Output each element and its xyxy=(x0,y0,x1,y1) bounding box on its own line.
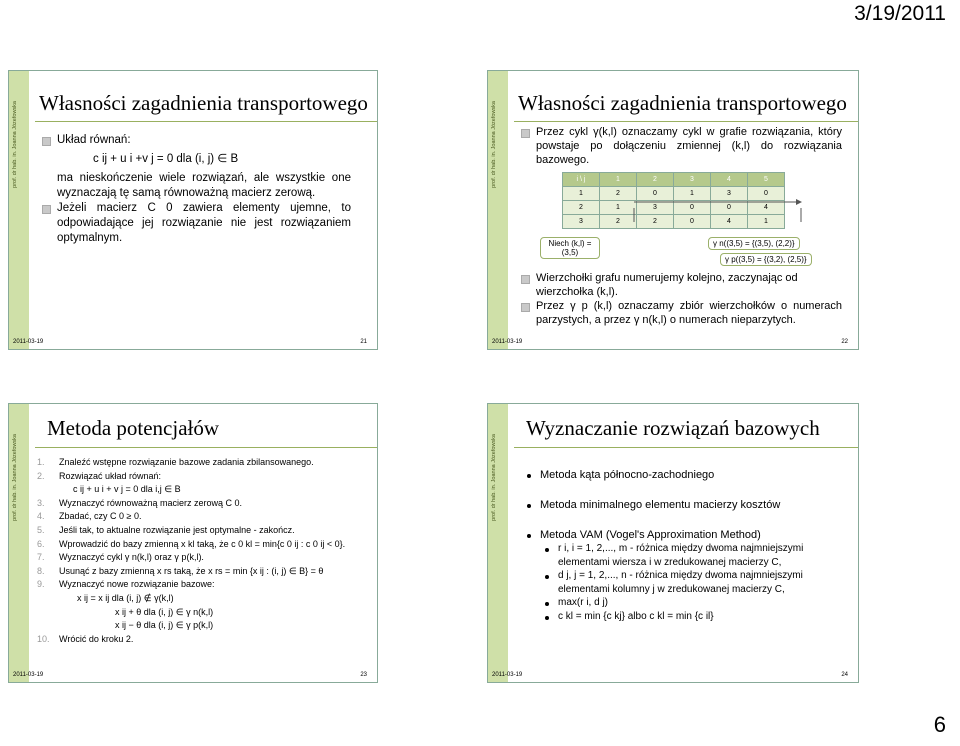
slide-23 xyxy=(8,403,378,683)
step-item xyxy=(37,565,367,579)
slide-title: Metoda potencjałów xyxy=(47,416,220,440)
slide-number: 22 xyxy=(841,339,848,345)
sidebar-author: prof. dr hab. in. Joanna Józefowska xyxy=(12,434,18,521)
step-number: 2. xyxy=(37,470,45,481)
slide-date: 2011-03-19 xyxy=(13,339,44,345)
bullet-item: Przez cykl γ(k,l) oznaczamy cykl w grafie rozwiązania, który powstaje po dołączeniu zmiennej (k,l) do rozwiązania bazowego. xyxy=(520,125,842,167)
sidebar-author: prof. dr hab. in. Joanna Józefowska xyxy=(491,101,497,188)
step-item xyxy=(37,470,367,484)
vam-subitems xyxy=(526,542,842,623)
bullet-item: Układ równań: xyxy=(41,133,351,148)
step-text: Usunąć z bazy zmienną x rs taką, że x rs = min {x ij : (i, j) ∈ B} = θ xyxy=(59,565,324,576)
table-cell: 1 xyxy=(748,215,785,229)
table-cell: 4 xyxy=(748,201,785,215)
step-number xyxy=(37,619,115,633)
table-cell: 2 xyxy=(637,215,674,229)
title-rule xyxy=(35,447,377,448)
table-cell: 2 xyxy=(600,215,637,229)
step-item xyxy=(37,483,367,497)
vam-subitem: r i, i = 1, 2,..., m - różnica między dwoma najmniejszymi elementami wiersza i w zredukowanej macierzy C, xyxy=(544,542,842,569)
title-rule xyxy=(514,447,858,448)
step-number: 1. xyxy=(37,457,45,467)
table-cell: 2 xyxy=(600,187,637,201)
table-cell: 0 xyxy=(637,187,674,201)
step-number: 10. xyxy=(37,633,50,644)
slide-sidebar xyxy=(9,404,29,682)
table-header-cell: 5 xyxy=(748,173,785,187)
bullet-item: Przez γ p (k,l) oznaczamy zbiór wierzchołków o numerach parzystych, a przez γ n(k,l) o numerach nieparzytych. xyxy=(520,299,842,327)
step-text: Rozwiązać układ równań: xyxy=(59,470,162,481)
document-page-number: 6 xyxy=(933,712,946,737)
sidebar-author: prof. dr hab. in. Joanna Józefowska xyxy=(491,434,497,521)
step-number xyxy=(37,483,73,497)
paragraph: ma nieskończenie wiele rozwiązań, ale wszystkie one wyznaczają tę samą równoważną macierz zerową. xyxy=(57,172,351,199)
table-cell: 3 xyxy=(711,187,748,201)
slide-date: 2011-03-19 xyxy=(13,672,44,678)
step-item xyxy=(37,510,367,524)
step-number: 4. xyxy=(37,511,45,522)
slide-date: 2011-03-19 xyxy=(492,672,523,678)
slide-number: 24 xyxy=(841,672,848,678)
table-cell: 1 xyxy=(674,187,711,201)
step-text: x ij + θ dla (i, j) ∈ γ n(k,l) xyxy=(115,606,214,617)
step-text: Wyznaczyć cykl γ n(k,l) oraz γ p(k,l). xyxy=(59,552,204,563)
slide-21 xyxy=(8,70,378,350)
slide-22 xyxy=(487,70,859,350)
step-item xyxy=(37,538,367,552)
step-item xyxy=(37,633,367,647)
step-number xyxy=(37,592,77,606)
table-header-cell: 1 xyxy=(600,173,637,187)
bullet-item: Jeżeli macierz C 0 zawiera elementy ujemne, to odpowiadające jej rozwiązanie nie jest rozwiązaniem optymalnym. xyxy=(41,201,351,246)
slide-title: Własności zagadnienia transportowego xyxy=(518,91,847,115)
niech-callout: Niech (k,l) = (3,5) xyxy=(540,237,600,259)
slide-body-points xyxy=(520,271,842,327)
step-number: 9. xyxy=(37,579,45,590)
step-number: 3. xyxy=(37,497,45,508)
step-text: Wyznaczyć równoważną macierz zerową C 0. xyxy=(59,497,242,508)
method-item: Metoda minimalnego elementu macierzy kosztów xyxy=(526,498,842,512)
slide-body xyxy=(41,133,351,246)
vam-subitem: max(r i, d j) xyxy=(544,596,842,610)
table-cell: 0 xyxy=(674,215,711,229)
slide-sidebar xyxy=(488,404,508,682)
step-text: x ij − θ dla (i, j) ∈ γ p(k,l) xyxy=(115,620,214,631)
step-number: 5. xyxy=(37,524,45,535)
title-rule xyxy=(35,121,377,122)
methods-list xyxy=(526,468,842,623)
method-item: Metoda VAM (Vogel's Approximation Method) xyxy=(526,528,842,542)
table-cell: 3 xyxy=(637,201,674,215)
step-item xyxy=(37,524,367,538)
step-item xyxy=(37,606,367,620)
slide-24 xyxy=(487,403,859,683)
gamma-p-callout: γ p((3,5) = {(3,2), (2,5)} xyxy=(720,253,812,266)
slide-title: Własności zagadnienia transportowego xyxy=(39,91,368,115)
vam-subitem: c kl = min {c kj} albo c kl = min {c il} xyxy=(544,610,842,624)
table-cell: 2 xyxy=(563,201,600,215)
step-text: Zbadać, czy C 0 ≥ 0. xyxy=(59,511,142,522)
document-date: 3/19/2011 xyxy=(854,2,946,25)
table-cell: 3 xyxy=(563,215,600,229)
slide-number: 21 xyxy=(360,339,367,345)
table-cell: 0 xyxy=(711,201,748,215)
step-item xyxy=(37,592,367,606)
step-item xyxy=(37,578,367,592)
table-header-cell: 3 xyxy=(674,173,711,187)
slide-number: 23 xyxy=(360,672,367,678)
step-item xyxy=(37,456,367,470)
table-cell: 1 xyxy=(600,201,637,215)
bullet-item: Wierzchołki grafu numerujemy kolejno, zaczynając od wierzchołka (k,l). xyxy=(520,271,842,299)
vam-subitem: d j, j = 1, 2,..., n - różnica między dwoma najmniejszymi elementami kolumny j w zredukowanej macierzy C, xyxy=(544,569,842,596)
slide-date: 2011-03-19 xyxy=(492,339,523,345)
equation: c ij + u i +v j = 0 dla (i, j) ∈ B xyxy=(93,153,239,165)
table-header-cell: i \ j xyxy=(563,173,600,187)
step-number: 6. xyxy=(37,538,45,549)
table-header-cell: 2 xyxy=(637,173,674,187)
step-text: Znaleźć wstępne rozwiązanie bazowe zadania zbilansowanego. xyxy=(59,457,314,467)
steps-list xyxy=(37,456,367,646)
step-number xyxy=(37,606,115,620)
step-item xyxy=(37,551,367,565)
step-text: x ij = x ij dla (i, j) ∉ γ(k,l) xyxy=(77,592,174,603)
table-cell: 0 xyxy=(674,201,711,215)
sidebar-author: prof. dr hab. in. Joanna Józefowska xyxy=(12,101,18,188)
table-cell: 1 xyxy=(563,187,600,201)
gamma-n-callout: γ n((3,5) = {(3,5), (2,2)} xyxy=(708,237,800,250)
step-text: c ij + u i + v j = 0 dla i,j ∈ B xyxy=(73,484,181,495)
step-number: 8. xyxy=(37,565,45,576)
table-cell: 4 xyxy=(711,215,748,229)
table-header-cell: 4 xyxy=(711,173,748,187)
step-text: Wyznaczyć nowe rozwiązanie bazowe: xyxy=(59,579,215,590)
step-text: Jeśli tak, to aktualne rozwiązanie jest optymalne - zakończ. xyxy=(59,524,295,535)
step-text: Wprowadzić do bazy zmienną x kl taką, że c 0 kl = min{c 0 ij : c 0 ij < 0}. xyxy=(59,538,346,549)
step-number: 7. xyxy=(37,552,45,563)
table-cell: 0 xyxy=(748,187,785,201)
slide-sidebar xyxy=(9,71,29,349)
slide-title: Wyznaczanie rozwiązań bazowych xyxy=(526,416,820,440)
step-item xyxy=(37,619,367,633)
step-text: Wrócić do kroku 2. xyxy=(59,633,134,644)
method-item: Metoda kąta północno-zachodniego xyxy=(526,468,842,482)
step-item xyxy=(37,497,367,511)
